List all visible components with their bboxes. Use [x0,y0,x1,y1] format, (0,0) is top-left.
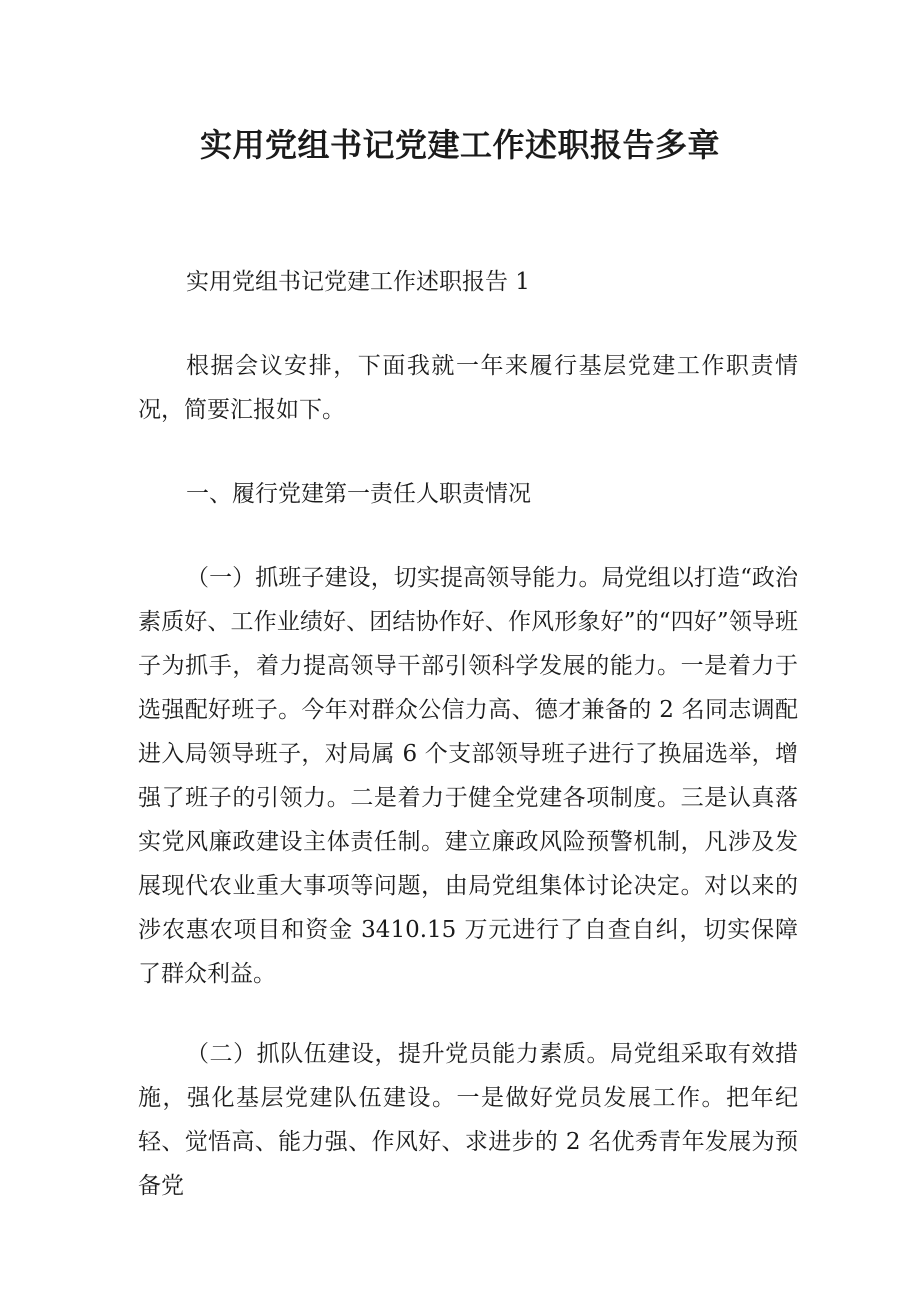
intro-paragraph: 根据会议安排，下面我就一年来履行基层党建工作职责情况，简要汇报如下。 [138,353,798,423]
body-paragraph-1: （一）抓班子建设，切实提高领导能力。局党组以打造“政治素质好、工作业绩好、团结协作好、作风形象好”的“四好”领导班子为抓手，着力提高领导干部引领科学发展的能力。一是着力于选强配好班子。今年对群众公信力高、德才兼备的 2 名同志调配进入局领导班子，对局属 6 个支部领导班子进行了换届选举，增强了班子的引领力。二是着力于健全党建各项制度。三是认真落实党风廉政建设主体责任制。建立廉政风险预警机制，凡涉及发展现代农业重大事项等问题，由局党组集体讨论决定。对以来的涉农惠农项目和资金 3410.15 万元进行了自查自纠，切实保障了群众利益。 [138,565,798,987]
body-paragraph-2: （二）抓队伍建设，提升党员能力素质。局党组采取有效措施，强化基层党建队伍建设。一是做好党员发展工作。把年纪轻、觉悟高、能力强、作风好、求进步的 2 名优秀青年发展为预备党 [138,1041,798,1199]
report-subtitle: 实用党组书记党建工作述职报告 1 [186,269,530,295]
section-heading: 一、履行党建第一责任人职责情况 [186,481,531,507]
document-title: 实用党组书记党建工作述职报告多章 [199,126,720,164]
